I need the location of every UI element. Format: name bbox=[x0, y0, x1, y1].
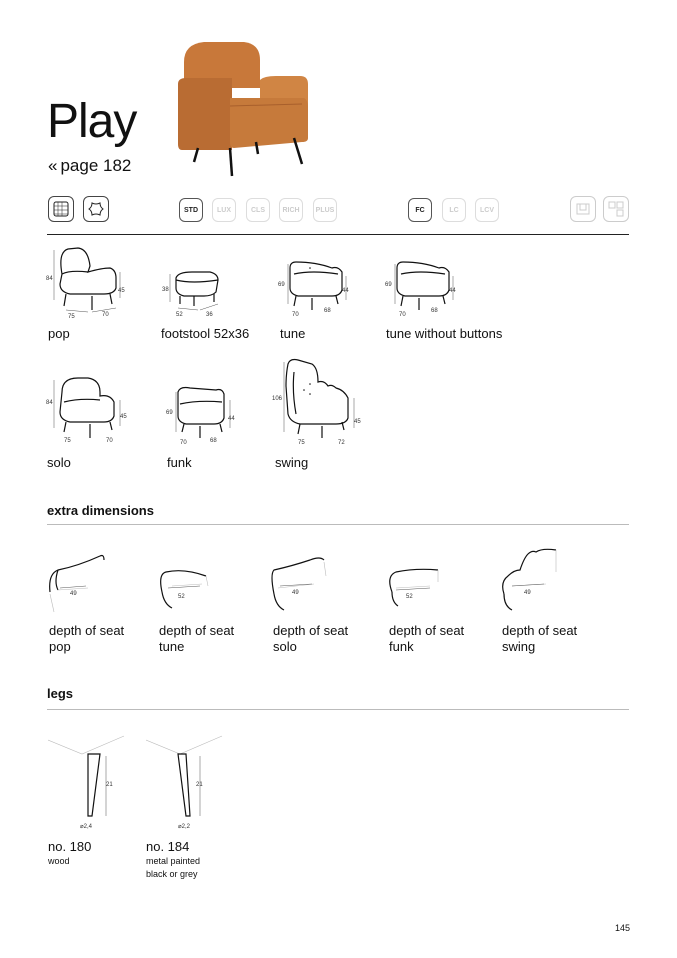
armchair-photo bbox=[174, 38, 314, 178]
dim-width: 75 bbox=[64, 438, 71, 444]
badge-plus: PLUS bbox=[313, 198, 337, 222]
dim-height: 84 bbox=[46, 276, 53, 282]
leg-180-caption bbox=[48, 839, 91, 868]
dim-depth: 36 bbox=[206, 312, 213, 318]
extra-label-solo bbox=[273, 623, 348, 655]
model-name-tune-without-buttons: tune without buttons bbox=[386, 326, 503, 341]
tune-without-buttons-drawing bbox=[383, 254, 467, 320]
model-name-footstool: footstool 52x36 bbox=[161, 326, 250, 341]
dim-width: 52 bbox=[176, 312, 183, 318]
model-name-solo: solo bbox=[47, 455, 71, 470]
badge-std: STD bbox=[179, 198, 203, 222]
header-divider bbox=[47, 234, 629, 235]
extra-label-pop bbox=[49, 623, 124, 655]
leg-184-drawing bbox=[146, 730, 226, 836]
page-reference[interactable] bbox=[48, 156, 131, 176]
funk-drawing bbox=[164, 382, 248, 448]
dim-depth: 72 bbox=[338, 440, 345, 446]
seat-depth-value: 49 bbox=[292, 590, 299, 596]
dim-depth: 68 bbox=[324, 308, 331, 314]
extra-label-funk bbox=[389, 623, 464, 655]
dim-depth: 68 bbox=[431, 308, 438, 314]
swing-drawing bbox=[272, 356, 368, 448]
seat-depth-swing-drawing bbox=[498, 544, 564, 616]
dim-width: 75 bbox=[68, 314, 75, 320]
dim-height: 69 bbox=[166, 410, 173, 416]
badge-cls: CLS bbox=[246, 198, 270, 222]
extra-label-line2: funk bbox=[389, 639, 414, 654]
dim-width: 70 bbox=[180, 440, 187, 446]
badge-lux: LUX bbox=[212, 198, 236, 222]
dim-height: 106 bbox=[272, 396, 283, 402]
leg-desc-line1: wood bbox=[48, 856, 70, 866]
seat-depth-funk-drawing bbox=[386, 562, 446, 616]
dim-height: 38 bbox=[162, 287, 169, 293]
extra-label-line2: solo bbox=[273, 639, 297, 654]
extra-label-line2: pop bbox=[49, 639, 71, 654]
dim-width: 70 bbox=[399, 312, 406, 318]
model-name-swing: swing bbox=[275, 455, 309, 470]
extra-label-tune bbox=[159, 623, 234, 655]
solo-drawing bbox=[44, 372, 134, 448]
extra-label-line1: depth of seat bbox=[159, 623, 235, 638]
seat-depth-value: 49 bbox=[524, 590, 531, 596]
module-grid-icon bbox=[603, 196, 629, 222]
extra-label-line1: depth of seat bbox=[49, 623, 125, 638]
extra-label-line1: depth of seat bbox=[389, 623, 465, 638]
seat-depth-value: 52 bbox=[406, 594, 413, 600]
leg-height: 21 bbox=[196, 782, 203, 788]
page-title: Play bbox=[47, 95, 137, 148]
double-chevron-left-icon: « bbox=[48, 156, 58, 175]
fabric-pattern-icon bbox=[48, 196, 74, 222]
footstool-drawing bbox=[158, 266, 228, 320]
tune-drawing bbox=[276, 254, 360, 320]
dim-width: 75 bbox=[298, 440, 305, 446]
leg-desc-line2: black or grey bbox=[146, 869, 198, 879]
extra-divider bbox=[47, 524, 629, 525]
seat-depth-value: 49 bbox=[70, 591, 77, 597]
dim-depth: 68 bbox=[210, 438, 217, 444]
dim-seat: 45 bbox=[354, 419, 361, 425]
section-heading-legs: legs bbox=[47, 686, 74, 701]
badge-lcv: LCV bbox=[475, 198, 499, 222]
extra-label-swing bbox=[502, 623, 577, 655]
leg-name: no. 180 bbox=[48, 839, 92, 854]
dim-depth: 70 bbox=[106, 438, 113, 444]
dim-height: 84 bbox=[46, 400, 53, 406]
dim-height: 69 bbox=[385, 282, 392, 288]
seat-depth-tune-drawing bbox=[158, 556, 218, 616]
page-reference-label: page 182 bbox=[60, 156, 132, 175]
badge-fc: FC bbox=[408, 198, 432, 222]
leather-hide-icon bbox=[83, 196, 109, 222]
dim-seat: 44 bbox=[228, 416, 235, 422]
dim-seat: 44 bbox=[449, 288, 456, 294]
seat-depth-solo-drawing bbox=[270, 550, 334, 616]
model-name-funk: funk bbox=[167, 455, 192, 470]
dim-seat: 44 bbox=[342, 288, 349, 294]
leg-184-caption bbox=[146, 839, 200, 881]
section-heading-extra-dimensions: extra dimensions bbox=[47, 503, 154, 518]
seat-depth-value: 52 bbox=[178, 594, 185, 600]
dim-depth: 70 bbox=[102, 312, 109, 318]
dim-seat: 45 bbox=[118, 288, 125, 294]
leg-height: 21 bbox=[106, 782, 113, 788]
dim-height: 69 bbox=[278, 282, 285, 288]
chair-front-icon bbox=[570, 196, 596, 222]
leg-diameter: ⌀2,2 bbox=[178, 824, 190, 830]
extra-label-line2: tune bbox=[159, 639, 185, 654]
leg-name: no. 184 bbox=[146, 839, 190, 854]
extra-label-line1: depth of seat bbox=[273, 623, 349, 638]
extra-label-line1: depth of seat bbox=[502, 623, 578, 638]
leg-diameter: ⌀2,4 bbox=[80, 824, 92, 830]
badge-rich: RICH bbox=[279, 198, 303, 222]
legs-divider bbox=[47, 709, 629, 710]
model-name-pop: pop bbox=[48, 326, 70, 341]
badge-lc: LC bbox=[442, 198, 466, 222]
leg-desc-line1: metal painted bbox=[146, 856, 201, 866]
pop-drawing bbox=[44, 244, 134, 320]
dim-width: 70 bbox=[292, 312, 299, 318]
model-name-tune: tune bbox=[280, 326, 306, 341]
seat-depth-pop-drawing bbox=[48, 552, 108, 616]
dim-seat: 45 bbox=[120, 414, 127, 420]
extra-label-line2: swing bbox=[502, 639, 536, 654]
page-number: 145 bbox=[614, 923, 630, 933]
leg-180-drawing bbox=[48, 730, 128, 836]
